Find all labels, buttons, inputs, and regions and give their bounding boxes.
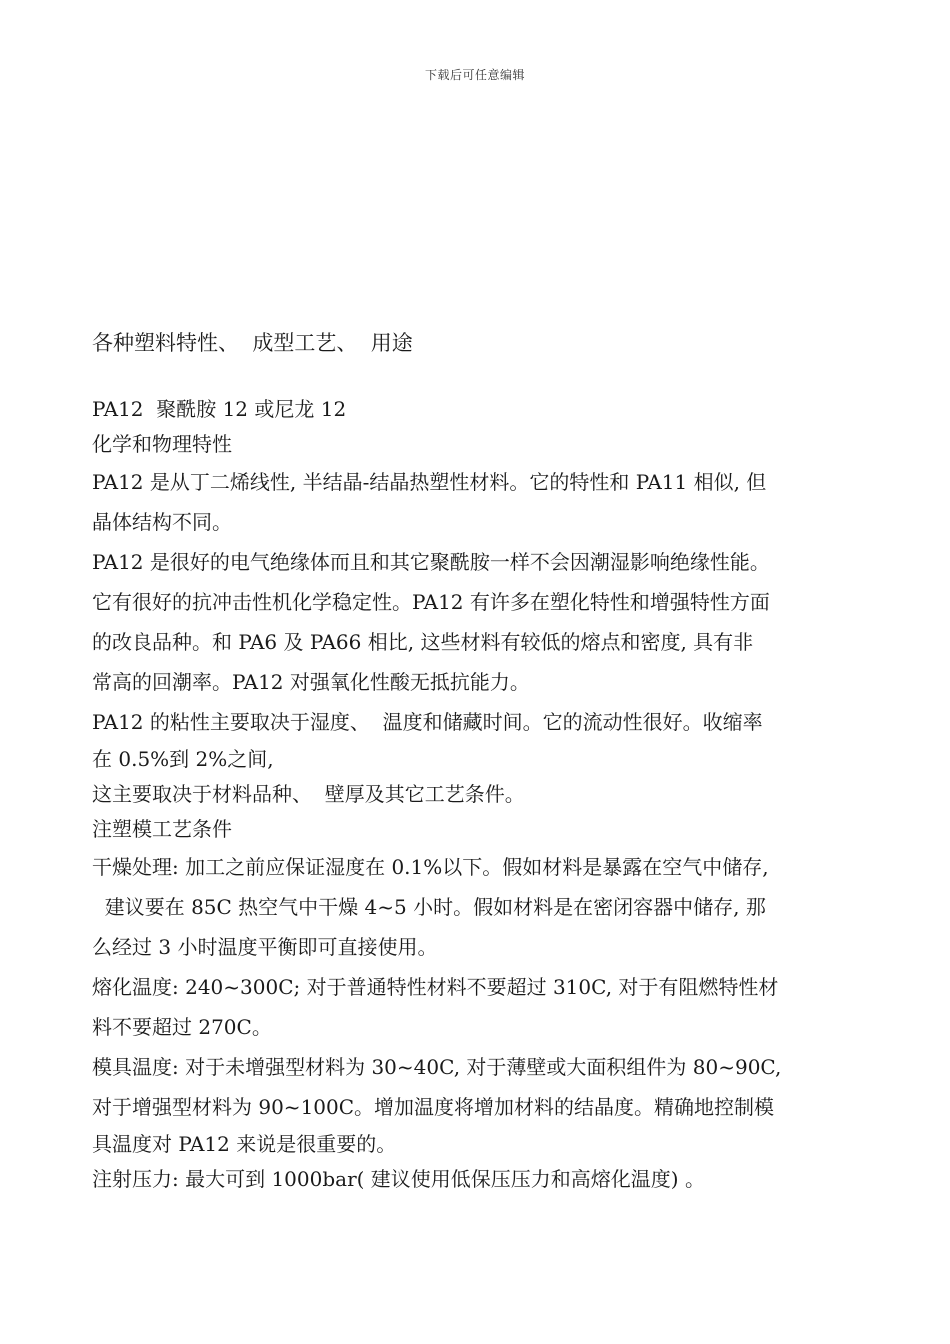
text-line: 常高的回潮率。PA12 对强氧化性酸无抵抗能力。 <box>92 670 530 694</box>
text-line: 注射压力: 最大可到 1000bar( 建议使用低保压压力和高熔化温度) 。 <box>92 1167 705 1191</box>
text-line: 它有很好的抗冲击性机化学稳定性。PA12 有许多在塑化特性和增强特性方面 <box>92 590 770 614</box>
text-line: PA12 是很好的电气绝缘体而且和其它聚酰胺一样不会因潮湿影响绝缘性能。 <box>92 550 770 574</box>
text-line: 模具温度: 对于未增强型材料为 30~40C, 对于薄壁或大面积组件为 80~90C, <box>92 1055 782 1079</box>
text-line: 干燥处理: 加工之前应保证湿度在 0.1%以下。假如材料是暴露在空气中储存, <box>92 855 769 879</box>
text-line: 建议要在 85C 热空气中干燥 4~5 小时。假如材料是在密闭容器中储存, 那 <box>92 895 766 919</box>
text-line: 对于增强型材料为 90~100C。增加温度将增加材料的结晶度。精确地控制模 <box>92 1095 775 1119</box>
text-line: PA12 的粘性主要取决于湿度、 温度和储藏时间。它的流动性很好。收缩率 <box>92 710 763 734</box>
text-line: 晶体结构不同。 <box>92 510 232 534</box>
page-header: 下载后可任意编辑 <box>424 68 525 82</box>
text-line: 料不要超过 270C。 <box>92 1015 272 1039</box>
document-body <box>92 392 872 1197</box>
document-title: 各种塑料特性、 成型工艺、 用途 <box>92 331 413 355</box>
text-line: 的改良品种。和 PA6 及 PA66 相比, 这些材料有较低的熔点和密度, 具有非 <box>92 630 754 654</box>
text-line: PA12 是从丁二烯线性, 半结晶-结晶热塑性材料。它的特性和 PA11 相似, 但 <box>92 470 767 494</box>
section-heading: 化学和物理特性 <box>92 432 232 456</box>
text-line: 这主要取决于材料品种、 壁厚及其它工艺条件。 <box>92 782 525 806</box>
text-line: 熔化温度: 240~300C; 对于普通特性材料不要超过 310C, 对于有阻燃特性材 <box>92 975 779 999</box>
text-line: 么经过 3 小时温度平衡即可直接使用。 <box>92 935 438 959</box>
section-heading: 注塑模工艺条件 <box>92 817 232 841</box>
text-line: PA12 聚酰胺 12 或尼龙 12 <box>92 397 347 421</box>
text-line: 在 0.5%到 2%之间, <box>92 747 274 771</box>
text-line: 具温度对 PA12 来说是很重要的。 <box>92 1132 397 1156</box>
